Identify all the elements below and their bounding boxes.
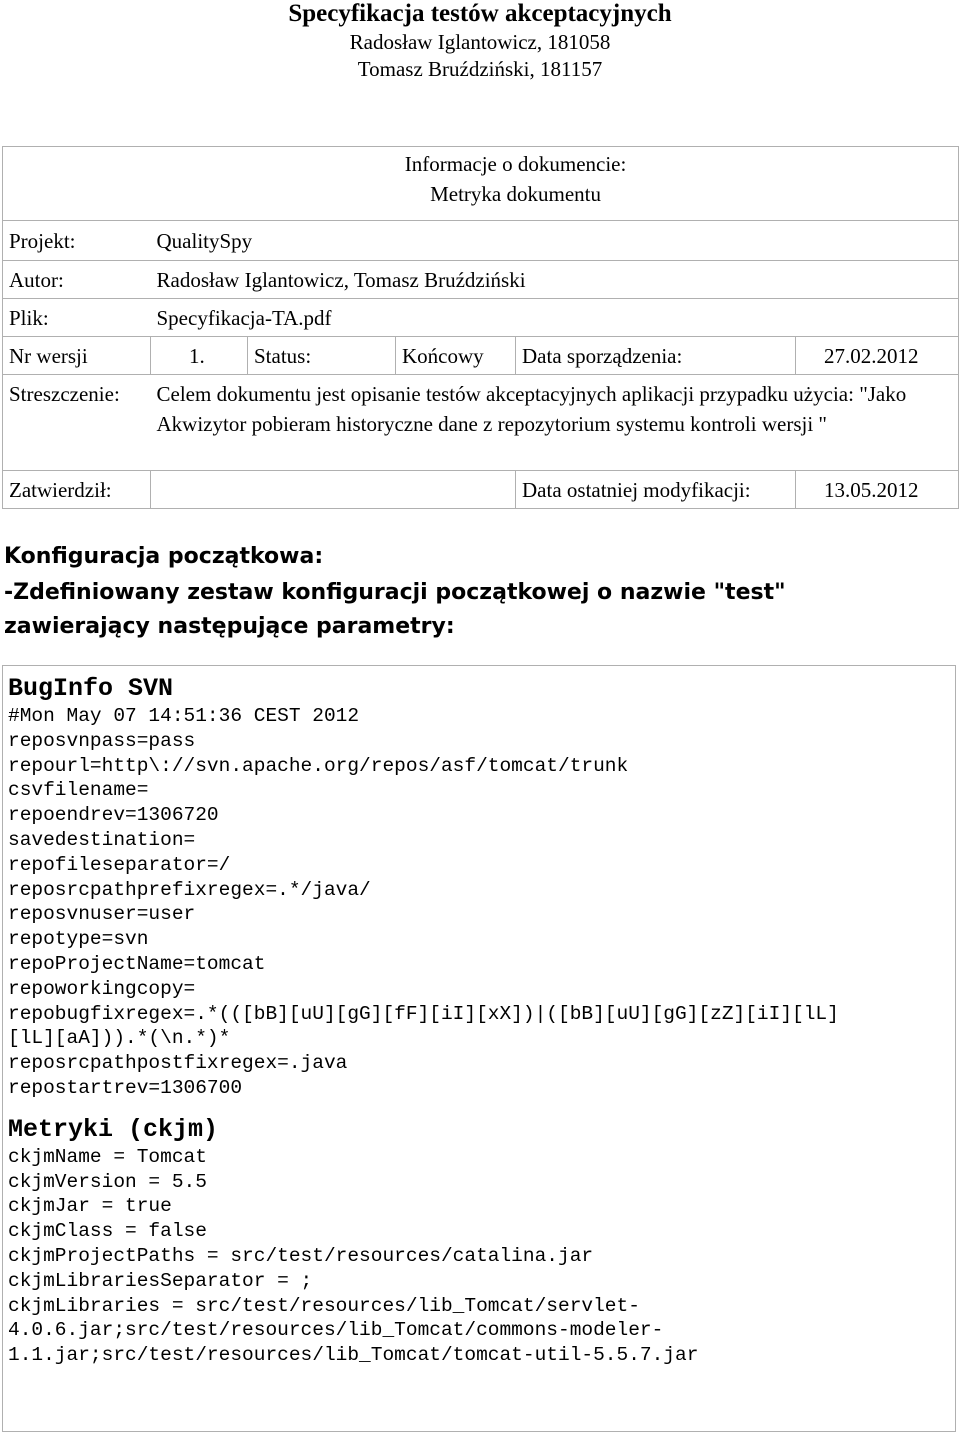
buginfo-lines <box>3 704 953 1101</box>
buginfo-line: reposrcpathprefixregex=.*/java/ <box>8 878 371 901</box>
buginfo-line: repoworkingcopy= <box>8 977 196 1000</box>
config-heading-line-3: zawierający następujące parametry: <box>4 614 455 639</box>
buginfo-line: reposvnpass=pass <box>8 729 196 752</box>
info-heading-cell <box>3 147 959 221</box>
version-label: Nr wersji <box>3 337 151 375</box>
config-heading-line-2: -Zdefiniowany zestaw konfiguracji początkowej o nazwie "test" <box>4 580 786 605</box>
modified-value: 13.05.2012 <box>796 471 959 509</box>
metrics-line: ckjmVersion = 5.5 <box>8 1170 207 1193</box>
author-value: Radosław Iglantowicz, Tomasz Bruździński <box>151 261 959 299</box>
info-heading: Informacje o dokumencie: <box>404 152 627 176</box>
buginfo-line: repobugfixregex=.*(([bB][uU][gG][fF][iI][xX])|([bB][uU][gG][zZ][iI][lL] <box>8 1002 839 1025</box>
metrics-line: ckjmJar = true <box>8 1195 172 1218</box>
metrics-title: Metryki (ckjm) <box>8 1114 219 1144</box>
buginfo-line: savedestination= <box>8 828 196 851</box>
summary-label: Streszczenie: <box>3 375 151 471</box>
document-title: Specyfikacja testów akceptacyjnych <box>288 0 672 27</box>
version-value: 1. <box>151 337 248 375</box>
file-label: Plik: <box>3 299 151 337</box>
created-label: Data sporządzenia: <box>516 337 796 375</box>
metrics-line: ckjmClass = false <box>8 1220 207 1243</box>
metrics-line: 1.1.jar;src/test/resources/lib_Tomcat/tomcat-util-5.5.7.jar <box>8 1344 699 1367</box>
file-value: Specyfikacja-TA.pdf <box>151 299 959 337</box>
buginfo-title: BugInfo SVN <box>8 674 174 703</box>
modified-label: Data ostatniej modyfikacji: <box>516 471 796 509</box>
buginfo-line: csvfilename= <box>8 779 149 802</box>
buginfo-line: repoendrev=1306720 <box>8 804 219 827</box>
buginfo-line: reposvnuser=user <box>8 903 196 926</box>
status-value: Końcowy <box>396 337 516 375</box>
created-value: 27.02.2012 <box>796 337 959 375</box>
buginfo-line: repoProjectName=tomcat <box>8 952 266 975</box>
config-parameters-box <box>2 665 956 1432</box>
buginfo-line: repourl=http\://svn.apache.org/repos/asf/tomcat/trunk <box>8 754 629 777</box>
config-heading-line-1: Konfiguracja początkowa: <box>4 544 324 569</box>
metrics-line: ckjmLibraries = src/test/resources/lib_Tomcat/servlet- <box>8 1294 640 1317</box>
buginfo-line: repotype=svn <box>8 928 149 951</box>
author-line-1: Radosław Iglantowicz, 181058 <box>349 30 611 54</box>
summary-value: Celem dokumentu jest opisanie testów akceptacyjnych aplikacji przypadku użycia: "Jako Akwizytor pobieram historyczne dane z repozytorium systemu kontroli wersji " <box>151 375 959 471</box>
buginfo-line: reposrcpathpostfixregex=.java <box>8 1052 348 1075</box>
buginfo-line: repofileseparator=/ <box>8 853 231 876</box>
project-label: Projekt: <box>3 221 151 261</box>
metrics-line: ckjmProjectPaths = src/test/resources/catalina.jar <box>8 1244 594 1267</box>
buginfo-line: repostartrev=1306700 <box>8 1076 243 1099</box>
metrics-line: ckjmName = Tomcat <box>8 1145 207 1168</box>
document-metrics-table <box>2 146 959 509</box>
metric-heading: Metryka dokumentu <box>430 182 601 206</box>
metrics-line: ckjmLibrariesSeparator = ; <box>8 1269 313 1292</box>
status-label: Status: <box>248 337 396 375</box>
author-label: Autor: <box>3 261 151 299</box>
project-value: QualitySpy <box>151 221 959 261</box>
metrics-line: 4.0.6.jar;src/test/resources/lib_Tomcat/commons-modeler- <box>8 1319 664 1342</box>
author-line-2: Tomasz Bruździński, 181157 <box>357 57 603 81</box>
buginfo-line: [lL][aA])).*(\n.*)* <box>8 1027 231 1050</box>
approved-label: Zatwierdził: <box>3 471 151 509</box>
approved-value <box>151 471 516 509</box>
buginfo-line: #Mon May 07 14:51:36 CEST 2012 <box>8 705 360 727</box>
metrics-lines <box>3 1145 953 1368</box>
